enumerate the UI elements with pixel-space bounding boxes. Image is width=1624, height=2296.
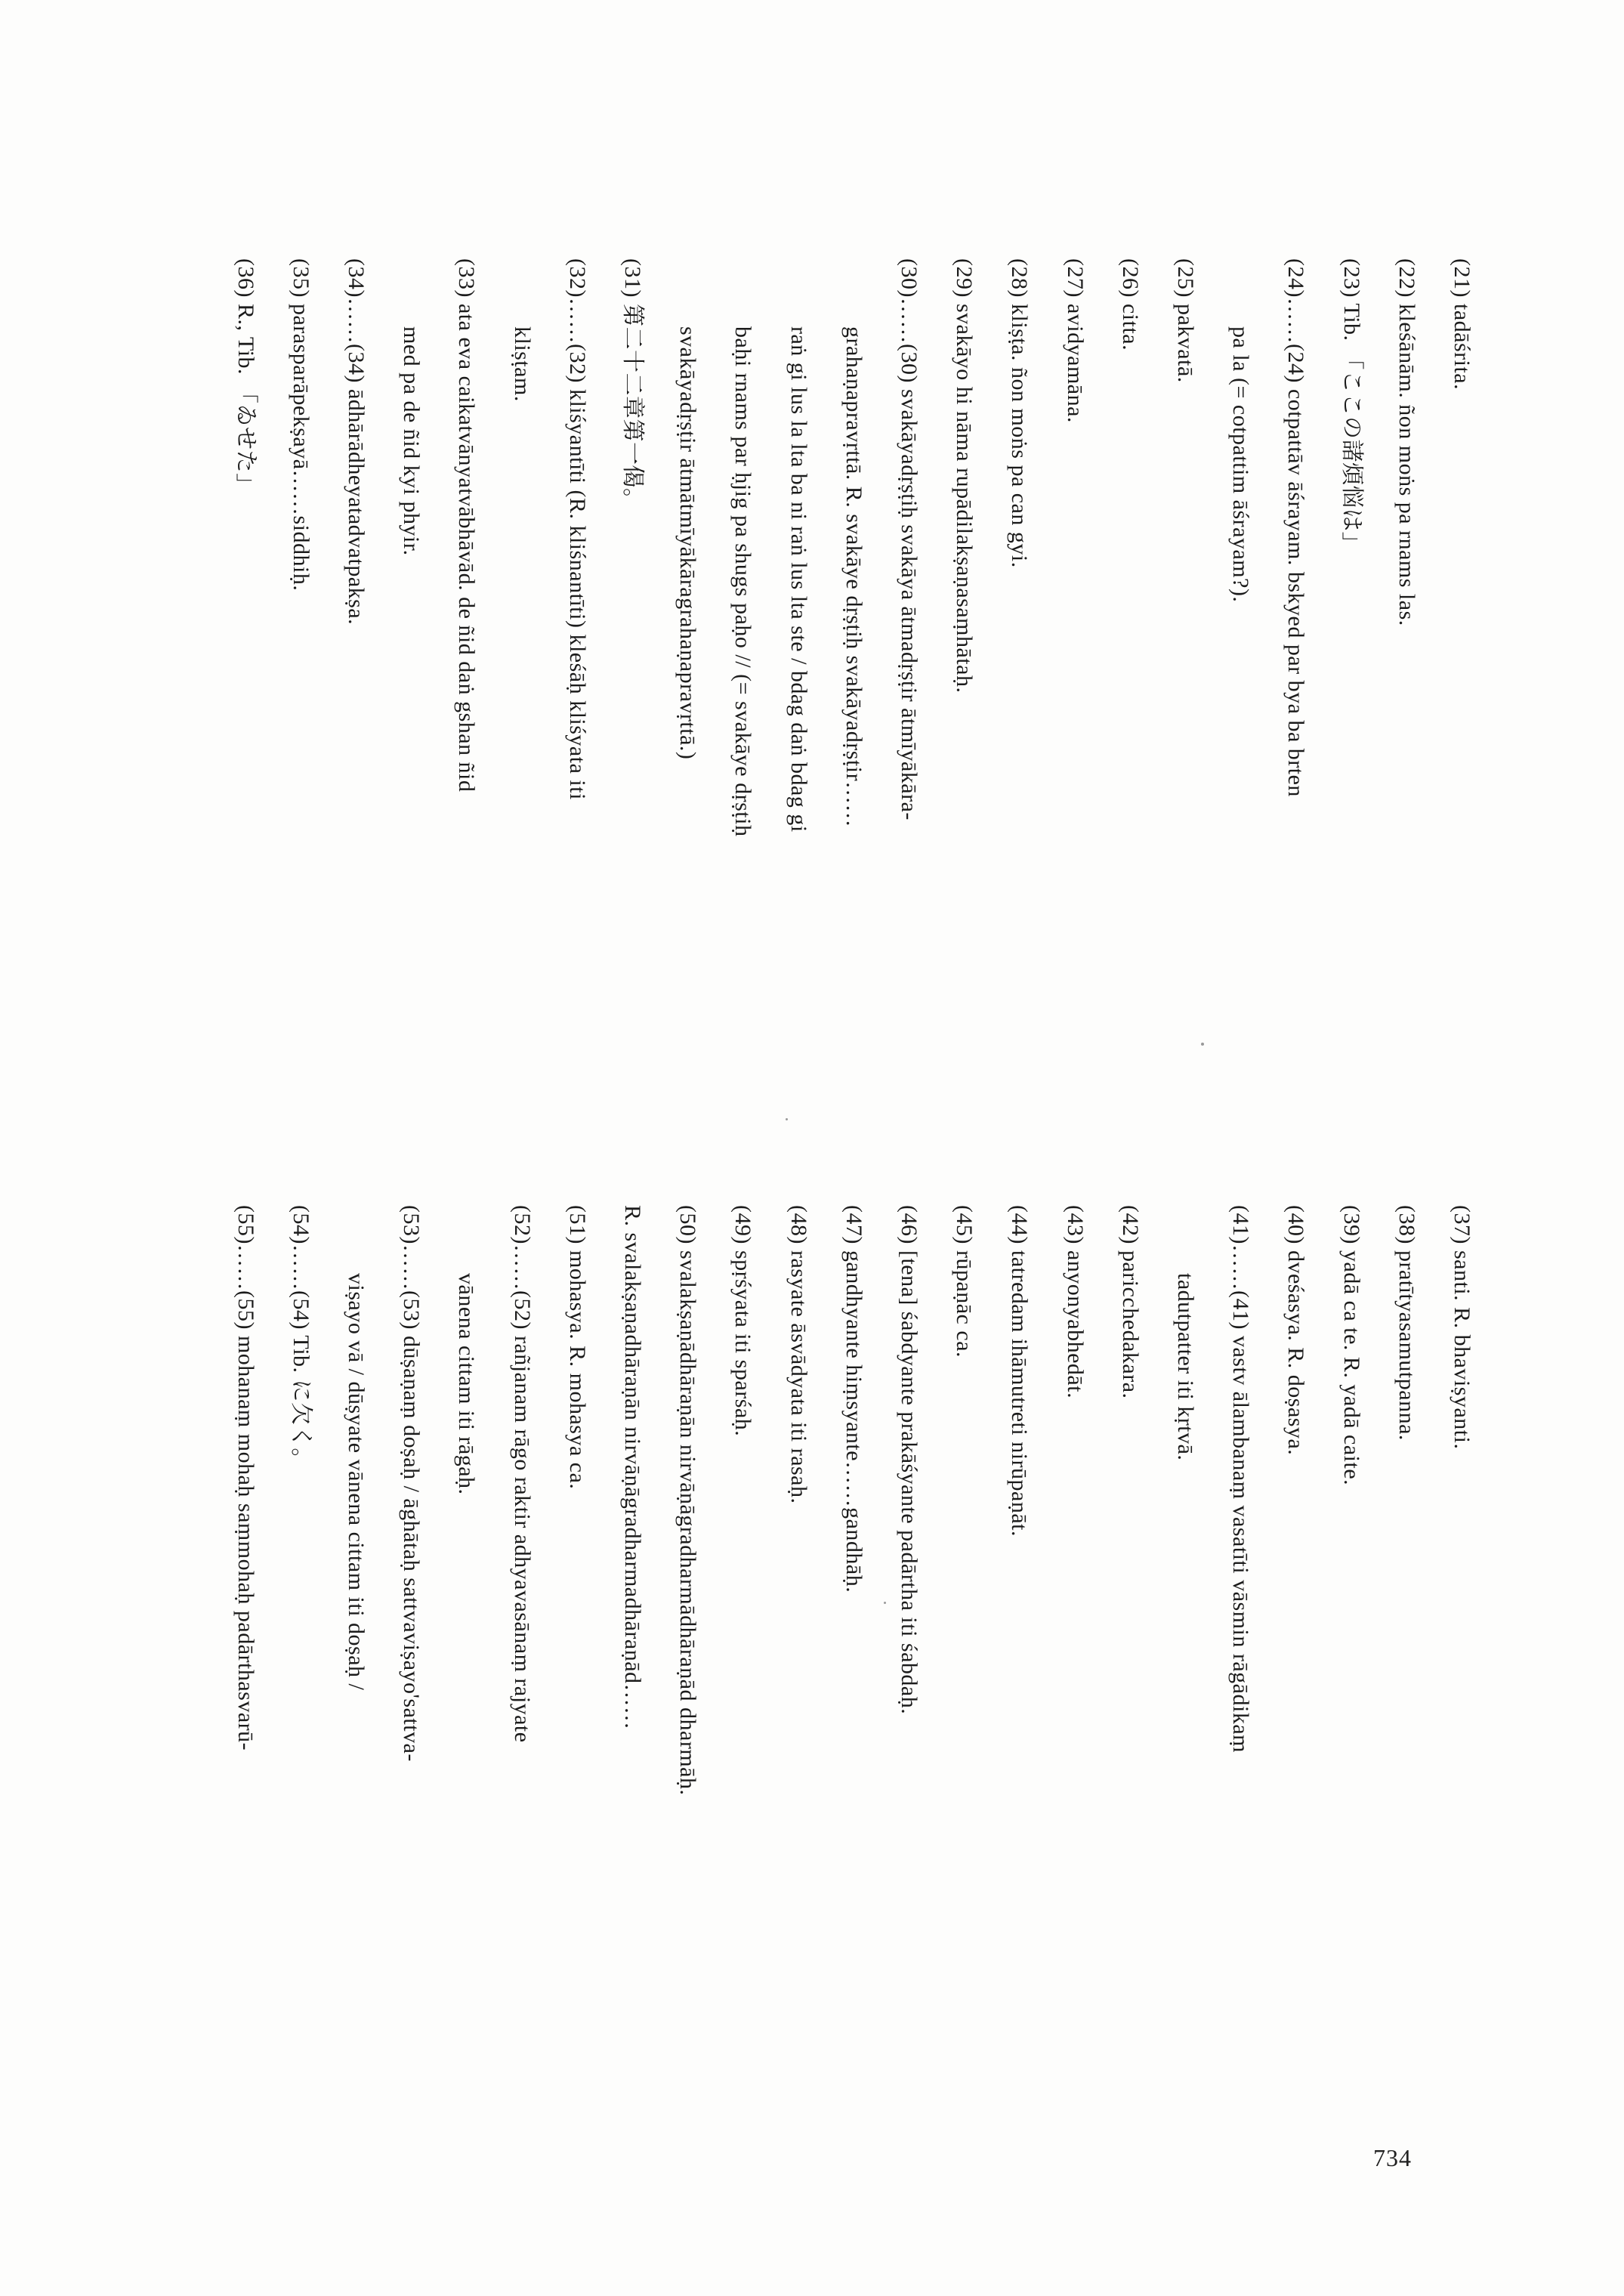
- note-line: (49) spṛśyata iti sparśaḥ.: [730, 1205, 756, 1437]
- note-line: vānena cittam iti rāgaḥ.: [454, 1273, 480, 1495]
- note-line: (55)……(55) mohanaṃ mohaḥ saṃmohaḥ padārthasvarū-: [233, 1205, 258, 1751]
- note-line: raṅ gi lus la lta ba ni raṅ lus lta ste / bdag daṅ bdag gi: [786, 326, 811, 833]
- note-line: (35) parasparāpekṣayā……siddhiḥ.: [288, 258, 313, 592]
- note-line: (36) R., Tib. 「ゐせた」: [233, 258, 258, 496]
- note-line: (50) svalakṣaṇādhāraṇān nirvāṇāgradharmādhāraṇād dharmāḥ.: [675, 1205, 701, 1796]
- note-line: viṣayo vā / dūṣyate vānena cittam iti doṣaḥ /: [344, 1273, 369, 1691]
- note-line: (30)……(30) svakāyadṛṣṭiḥ svakāya ātmadṛṣṭir ātmīyākāra-: [897, 258, 922, 820]
- note-line: (48) rasyate āsvādyata iti rasaḥ.: [786, 1205, 811, 1504]
- note-line: med pa de ñid kyi phyir.: [399, 326, 425, 556]
- note-line: (46) [tena] śabdyante prakāśyante padārtha iti śabdaḥ.: [897, 1205, 922, 1715]
- note-line: (32)……(32) kliśyantīti (R. kliśnantīti) kleśāḥ kliśyata iti: [564, 258, 590, 800]
- note-line: (34)……(34) ādhārādheyatadvatpakṣa.: [344, 258, 369, 626]
- scan-speck: [786, 1118, 788, 1120]
- scan-speck: [1201, 1043, 1204, 1046]
- note-line: (40) dveśasya. R. doṣasya.: [1283, 1205, 1309, 1456]
- note-line: grahaṇapravṛttā. R. svakāye dṛṣṭiḥ svakāyadṛṣṭir……: [841, 326, 866, 828]
- note-line: (38) pratītyasamutpanna.: [1394, 1205, 1419, 1441]
- note-line: (23) Tib. 「ここの諸煩悩は」: [1338, 258, 1364, 555]
- note-line: (27) avidyamāna.: [1062, 258, 1088, 423]
- note-line: baḥi rnams par ḥjig pa shugs paḥo // (= svakāye dṛṣṭiḥ: [730, 326, 756, 837]
- note-line: (29) svakāyo hi nāma rupādilakṣaṇasaṃhātaḥ.: [952, 258, 977, 694]
- scan-speck: [884, 1602, 886, 1604]
- note-line: (53)……(53) dūṣaṇaṃ doṣaḥ / āghātaḥ sattvaviṣayo'sattva-: [399, 1205, 425, 1762]
- note-line: (26) citta.: [1117, 258, 1143, 351]
- note-line: (25) pakvatā.: [1173, 258, 1198, 383]
- note-line: (31) 第二十二章第一偈。: [620, 258, 645, 511]
- note-line: (43) anyonyabhedāt.: [1062, 1205, 1088, 1399]
- note-line: (47) gandhyante hiṃsyante……gandhāḥ.: [841, 1205, 866, 1593]
- note-line: (44) tatredam ihāmutreti nirūpaṇāt.: [1007, 1205, 1033, 1537]
- note-line: (37) santi. R. bhaviṣyanti.: [1450, 1205, 1474, 1450]
- note-line: (28) kliṣṭa. ñon moṅs pa can gyi.: [1007, 258, 1033, 568]
- note-line: (39) yadā ca te. R. yadā caite.: [1338, 1205, 1364, 1486]
- note-line: pa la (= cotpattim āśrayam?).: [1228, 326, 1254, 603]
- note-line: (45) rūpaṇāc ca.: [952, 1205, 977, 1358]
- note-line: (33) ata eva caikatvānyatvābhāvād. de ñid daṅ gshan ñid: [454, 258, 480, 793]
- note-line: R. svalakṣaṇadhāraṇān nirvāṇāgradharmadhāraṇād……: [620, 1205, 645, 1730]
- note-line: tadutpatter iti kṛtvā.: [1173, 1273, 1198, 1461]
- page-number: 734: [1373, 2144, 1412, 2171]
- note-line: (41)……(41) vastv ālambanaṃ vasatīti vāsmin rāgādikaṃ: [1228, 1205, 1254, 1753]
- note-line: svakāyadṛṣṭir ātmātmīyākāragrahaṇapravṛttā.): [675, 326, 701, 760]
- note-line: (52)……(52) rañjanam rāgo raktir adhyavasānaṃ rajyate: [509, 1205, 535, 1743]
- note-line: (42) paricchedakara.: [1117, 1205, 1143, 1399]
- note-line: (24)……(24) cotpattāv āśrayam. bskyed par bya ba brten: [1283, 258, 1309, 797]
- note-line: (51) mohasya. R. mohasya ca.: [564, 1205, 590, 1490]
- note-line: (54)……(54) Tib. に欠く。: [288, 1205, 313, 1471]
- note-line: (21) tadāśrita.: [1450, 258, 1474, 391]
- note-line: kliṣṭam.: [509, 326, 535, 402]
- note-line: (22) kleśānām. ñon moṅs pa rnams las.: [1394, 258, 1419, 626]
